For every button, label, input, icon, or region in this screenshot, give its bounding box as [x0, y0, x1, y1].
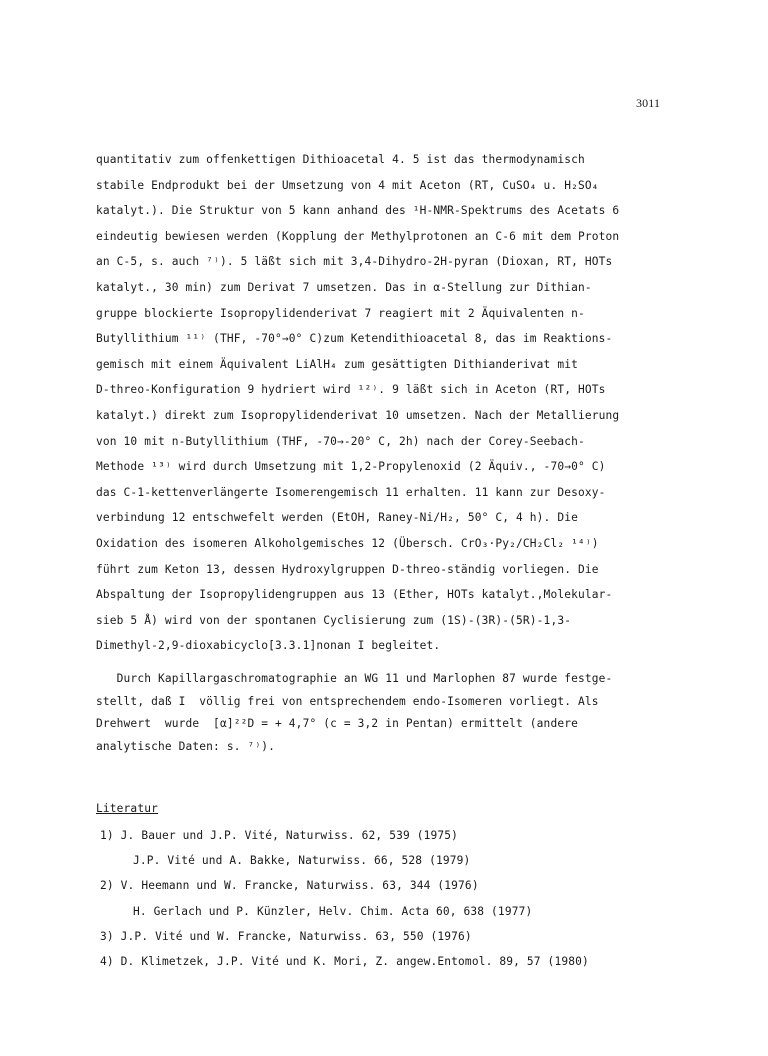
literature-heading: Literatur	[96, 802, 158, 815]
reference-item: J.P. Vité und A. Bakke, Naturwiss. 66, 528 (1979)	[133, 854, 471, 868]
text-line: führt zum Keton 13, dessen Hydroxylgruppen D-threo-ständig vorliegen. Die	[96, 562, 599, 576]
text-line: Abspaltung der Isopropylidengruppen aus 13 (Ether, HOTs katalyt.,Molekular-	[96, 588, 613, 602]
text-line: das C-1-kettenverlängerte Isomerengemisch 11 erhalten. 11 kann zur Desoxy-	[96, 485, 606, 499]
text-line: katalyt.). Die Struktur von 5 kann anhand des ¹H-NMR-Spektrums des Acetats 6	[96, 204, 620, 218]
text-line: sieb 5 Å) wird von der spontanen Cyclisierung zum (1S)-(3R)-(5R)-1,3-	[96, 613, 572, 627]
reference-item: 1) J. Bauer und J.P. Vité, Naturwiss. 62, 539 (1975)	[100, 829, 459, 842]
page-number: 3011	[636, 96, 661, 110]
reference-item: 2) V. Heemann und W. Francke, Naturwiss. 63, 344 (1976)	[100, 879, 479, 893]
text-line: verbindung 12 entschwefelt werden (EtOH, Raney-Ni/H₂, 50° C, 4 h). Die	[96, 511, 578, 525]
text-line: D-threo-Konfiguration 9 hydriert wird ¹²⁾. 9 läßt sich in Aceton (RT, HOTs	[96, 383, 606, 397]
reference-item: H. Gerlach und P. Künzler, Helv. Chim. Acta 60, 638 (1977)	[133, 904, 533, 918]
text-line: von 10 mit n-Butyllithium (THF, -70→-20° C, 2h) nach der Corey-Seebach-	[96, 434, 585, 448]
text-line: Durch Kapillargaschromatographie an WG 11 und Marlophen 87 wurde festge-	[96, 672, 613, 685]
text-line: analytische Daten: s. ⁷⁾).	[96, 739, 276, 753]
reference-item: 4) D. Klimetzek, J.P. Vité und K. Mori, Z. angew.Entomol. 89, 57 (1980)	[100, 954, 589, 968]
text-line: an C-5, s. auch ⁷⁾). 5 läßt sich mit 3,4-Dihydro-2H-pyran (Dioxan, RT, HOTs	[96, 255, 613, 269]
text-line: stellt, daß I völlig frei von entsprechendem endo-Isomeren vorliegt. Als	[96, 694, 599, 708]
body-paragraph-1	[96, 147, 696, 659]
text-line: Drehwert wurde [α]²²D = + 4,7° (c = 3,2 in Pentan) ermittelt (andere	[96, 717, 578, 730]
text-line: Oxidation des isomeren Alkoholgemisches 12 (Übersch. CrO₃·Py₂/CH₂Cl₂ ¹⁴⁾)	[96, 536, 599, 550]
text-line: quantitativ zum offenkettigen Dithioacetal 4. 5 ist das thermodynamisch	[96, 153, 585, 166]
text-line: gemisch mit einem Äquivalent LiAlH₄ zum gesättigten Dithianderivat mit	[96, 357, 578, 371]
text-line: stabile Endprodukt bei der Umsetzung von 4 mit Aceton (RT, CuSO₄ u. H₂SO₄	[96, 178, 599, 192]
text-line: katalyt., 30 min) zum Derivat 7 umsetzen. Das in α-Stellung zur Dithian-	[96, 280, 592, 294]
reference-item: 3) J.P. Vité und W. Francke, Naturwiss. 63, 550 (1976)	[100, 929, 472, 943]
reference-list	[100, 823, 589, 974]
text-line: katalyt.) direkt zum Isopropylidenderivat 10 umsetzen. Nach der Metallierung	[96, 408, 620, 422]
text-line: eindeutig bewiesen werden (Kopplung der Methylprotonen an C-6 mit dem Proton	[96, 229, 620, 243]
text-line: gruppe blockierte Isopropylidenderivat 7 reagiert mit 2 Äquivalenten n-	[96, 306, 585, 320]
text-line: Butyllithium ¹¹⁾ (THF, -70°→0° C)zum Ketendithioacetal 8, das im Reaktions-	[96, 332, 613, 346]
text-line: Dimethyl-2,9-dioxabicyclo[3.3.1]nonan I begleitet.	[96, 639, 441, 653]
body-paragraph-2	[96, 668, 696, 758]
text-line: Methode ¹³⁾ wird durch Umsetzung mit 1,2-Propylenoxid (2 Äquiv., -70→0° C)	[96, 460, 606, 474]
